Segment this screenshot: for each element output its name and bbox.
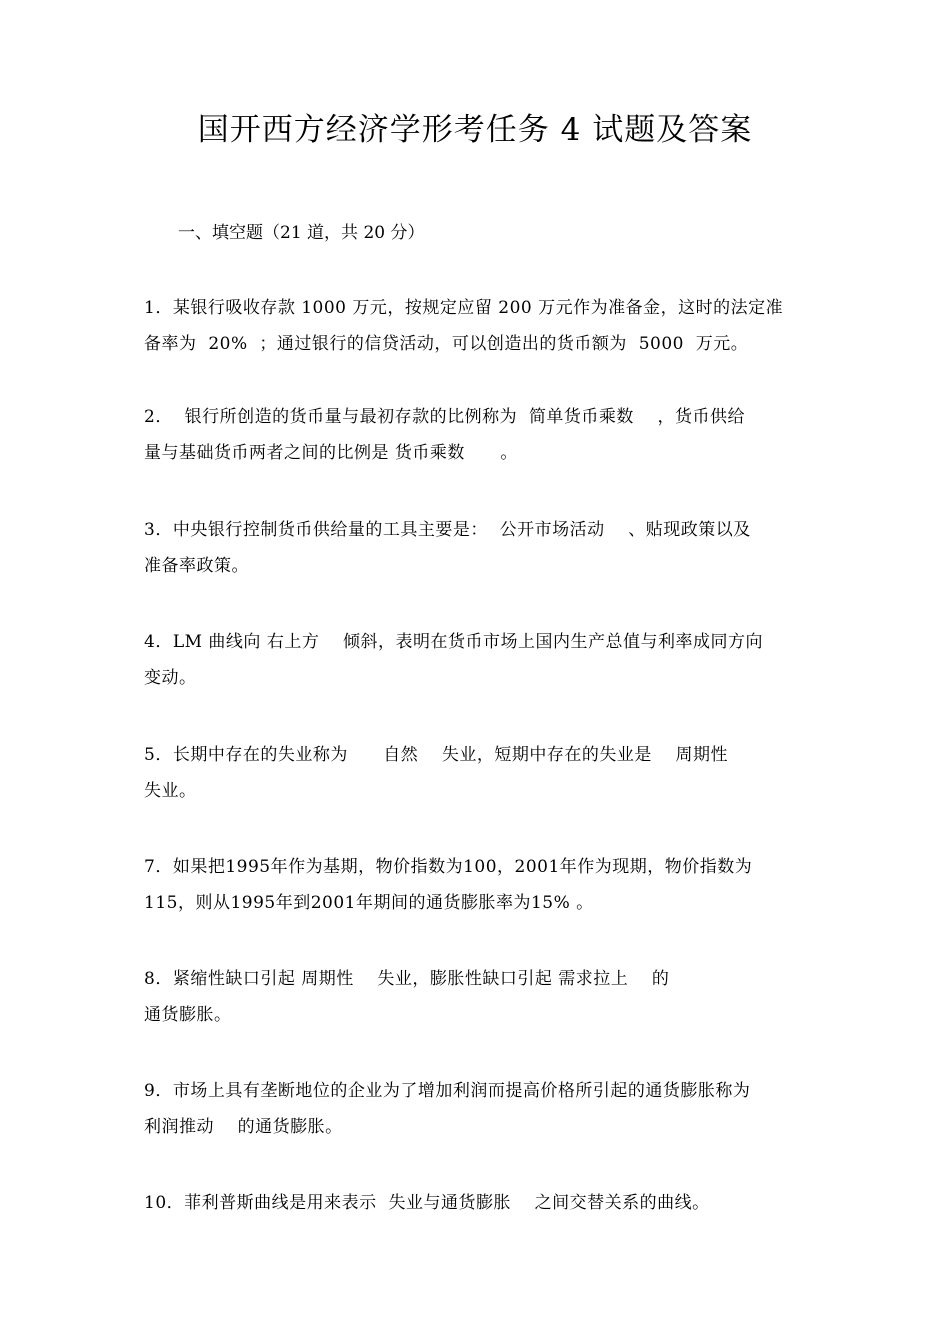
answer-text: 20%: [208, 334, 248, 354]
question-line: [144, 435, 834, 471]
question-line: [144, 997, 834, 1033]
question-text: ；通过银行的信贷活动，可以创造出的货币额为: [247, 334, 639, 354]
question-line: [144, 849, 834, 885]
answer-text: 货币乘数: [394, 443, 465, 463]
question-text: 失业，短期中存在的失业是: [418, 745, 676, 765]
answer-text: 15%: [530, 893, 571, 913]
question-line: [144, 773, 834, 809]
question-5: [144, 737, 834, 809]
question-2: [144, 399, 834, 471]
section-heading: 一、填空题（21 道，共 20 分）: [178, 223, 425, 243]
question-text: 4．LM 曲线向: [144, 632, 267, 652]
question-text: 115，则从1995年到2001年期间的通货膨胀率为: [144, 893, 531, 913]
question-text: 的通货膨胀。: [214, 1117, 343, 1137]
question-line: [144, 737, 834, 773]
question-line: [144, 624, 834, 660]
question-3: [144, 512, 834, 584]
question-line: [144, 290, 834, 326]
question-text: 万元。: [684, 334, 749, 354]
question-line: [144, 326, 834, 362]
answer-text: 右上方: [266, 632, 320, 652]
answer-text: 周期性: [675, 745, 728, 765]
question-line: [144, 399, 834, 435]
question-line: [144, 1185, 834, 1221]
document-title: 国开西方经济学形考任务 4 试题及答案: [197, 112, 753, 148]
question-line: [144, 1109, 834, 1145]
question-text: 准备率政策。: [144, 556, 249, 576]
question-text: 7．如果把1995年作为基期，物价指数为100，2001年作为现期，物价指数为: [144, 857, 753, 877]
question-text: 失业，膨胀性缺口引起: [353, 969, 559, 989]
question-text: 10．菲利普斯曲线是用来表示: [144, 1193, 389, 1213]
question-1: [144, 290, 834, 362]
question-text: 倾斜，表明在货币市场上国内生产总值与利率成同方向: [319, 632, 763, 652]
question-text: 8．紧缩性缺口引起: [144, 969, 302, 989]
question-text: 变动。: [144, 668, 197, 688]
question-4: [144, 624, 834, 696]
question-line: [144, 548, 834, 584]
answer-text: 周期性: [301, 969, 354, 989]
question-line: [144, 512, 834, 548]
question-8: [144, 961, 834, 1033]
question-text: 量与基础货币两者之间的比例是: [144, 443, 395, 463]
answer-text: 简单货币乘数: [528, 407, 634, 427]
question-7: [144, 849, 834, 921]
question-line: [144, 660, 834, 696]
answer-text: 失业与通货膨胀: [388, 1193, 511, 1213]
question-text: 之间交替关系的曲线。: [510, 1193, 710, 1213]
question-text: 备率为: [144, 334, 209, 354]
question-line: [144, 885, 834, 921]
question-text: 1．某银行吸收存款 1000 万元，按规定应留 200 万元作为准备金，这时的法定准: [144, 298, 784, 318]
question-10: [144, 1185, 834, 1221]
question-text: 9．市场上具有垄断地位的企业为了增加利润而提高价格所引起的通货膨胀称为: [144, 1081, 751, 1101]
question-text: 、贴现政策以及: [604, 520, 751, 540]
question-line: [144, 1073, 834, 1109]
answer-text: 自然: [383, 745, 419, 765]
question-line: [144, 961, 834, 997]
question-text: ，货币供给: [633, 407, 746, 427]
question-text: 失业。: [144, 781, 197, 801]
question-9: [144, 1073, 834, 1145]
answer-text: 5000: [638, 334, 684, 354]
question-text: 3．中央银行控制货币供给量的工具主要是：: [144, 520, 500, 540]
answer-text: 需求拉上: [558, 969, 629, 989]
question-text: 5．长期中存在的失业称为: [144, 745, 384, 765]
question-text: 。: [570, 893, 594, 913]
question-text: 。: [464, 443, 518, 463]
question-text: 2． 银行所创造的货币量与最初存款的比例称为: [144, 407, 529, 427]
answer-text: 公开市场活动: [499, 520, 605, 540]
question-text: 的: [628, 969, 670, 989]
answer-text: 利润推动: [144, 1117, 214, 1137]
question-text: 通货膨胀。: [144, 1005, 232, 1025]
